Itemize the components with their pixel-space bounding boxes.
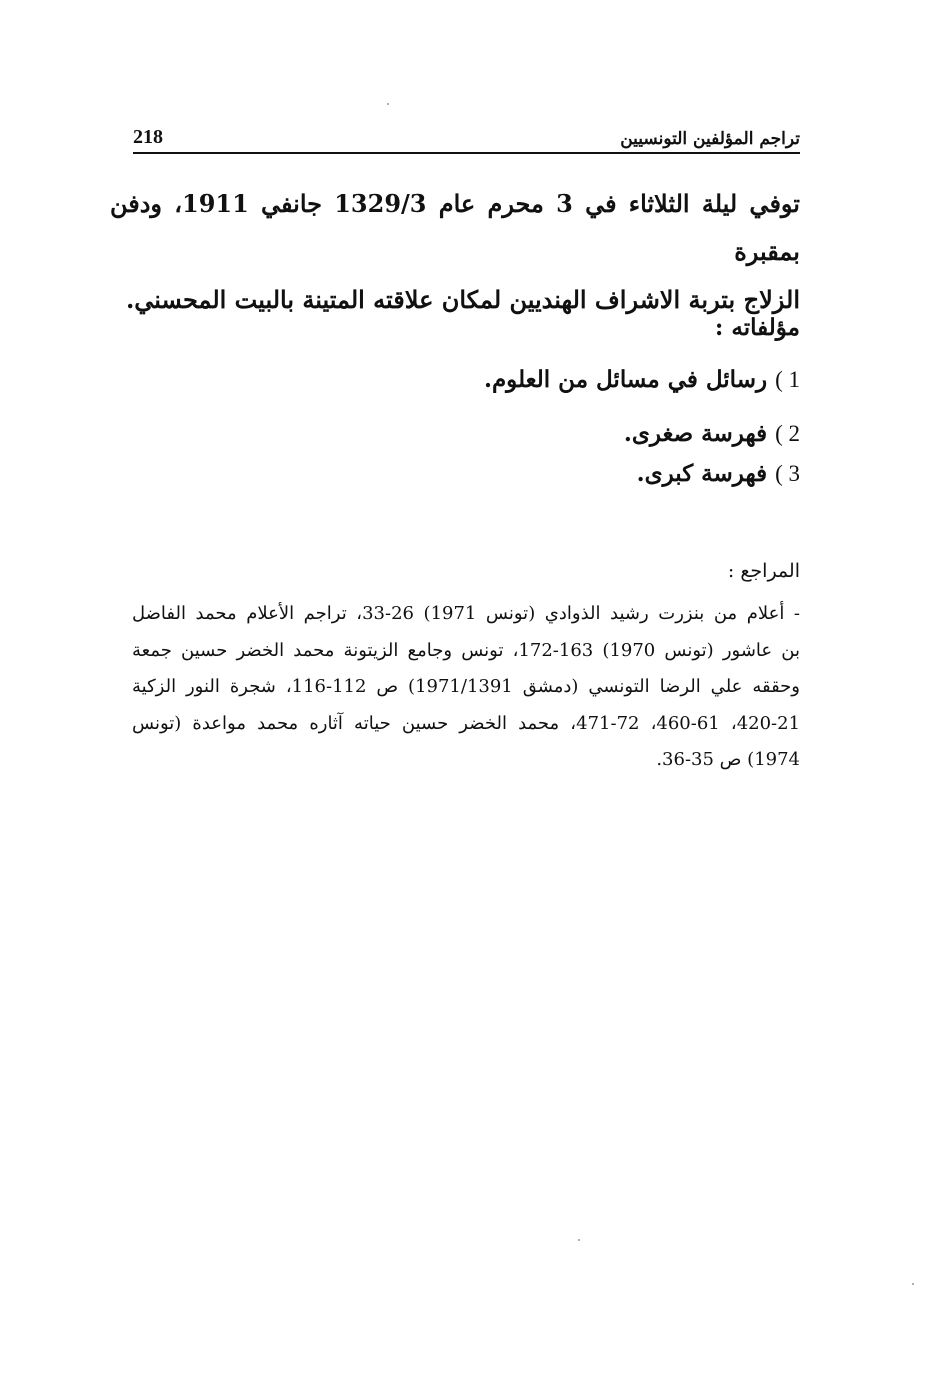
list-item bbox=[637, 460, 800, 487]
reference-line: بن عاشور (تونس 1970) 163-172، تونس وجامع الزيتونة محمد الخضر حسين جمعة bbox=[132, 639, 801, 661]
list-item bbox=[624, 420, 800, 447]
paragraph-line: توفي ليلة الثلاثاء في 3 محرم عام 1329/3 جانفي 1911، ودفن بمقبرة bbox=[110, 189, 800, 266]
reference-line: وحققه علي الرضا التونسي (دمشق 1971/1391) ص 112-116، شجرة النور الزكية bbox=[132, 676, 800, 697]
references-heading: المراجع : bbox=[727, 560, 800, 582]
references-paragraph bbox=[132, 596, 800, 779]
page-header bbox=[133, 122, 800, 154]
list-item-number: 3 ) bbox=[775, 461, 800, 486]
list-item-number: 1 ) bbox=[775, 367, 800, 392]
reference-line: 420-21، 460-61، 471-72، محمد الخضر حسين حياته آثاره محمد مواعدة (تونس bbox=[132, 712, 801, 734]
scan-speck bbox=[387, 103, 389, 105]
scan-speck bbox=[912, 1283, 914, 1285]
running-title: تراجم المؤلفين التونسيين bbox=[620, 129, 800, 149]
list-item bbox=[484, 366, 800, 393]
list-item-text: فهرسة صغرى. bbox=[623, 420, 768, 447]
reference-line: 1974) ص 35-36. bbox=[656, 749, 800, 770]
works-heading: مؤلفاته : bbox=[714, 314, 800, 341]
scan-speck bbox=[578, 1239, 580, 1241]
biography-paragraph bbox=[110, 180, 800, 324]
paragraph-line: الزلاج بتربة الاشراف الهنديين لمكان علاقته المتينة بالبيت المحسني. bbox=[125, 285, 800, 314]
reference-line: - أعلام من بنزرت رشيد الذوادي (تونس 1971) 26-33، تراجم الأعلام محمد الفاضل bbox=[132, 603, 800, 624]
list-item-number: 2 ) bbox=[775, 421, 800, 446]
page-number: 218 bbox=[133, 126, 163, 148]
list-item-text: فهرسة كبرى. bbox=[636, 460, 768, 487]
list-item-text: رسائل في مسائل من العلوم. bbox=[483, 366, 768, 393]
